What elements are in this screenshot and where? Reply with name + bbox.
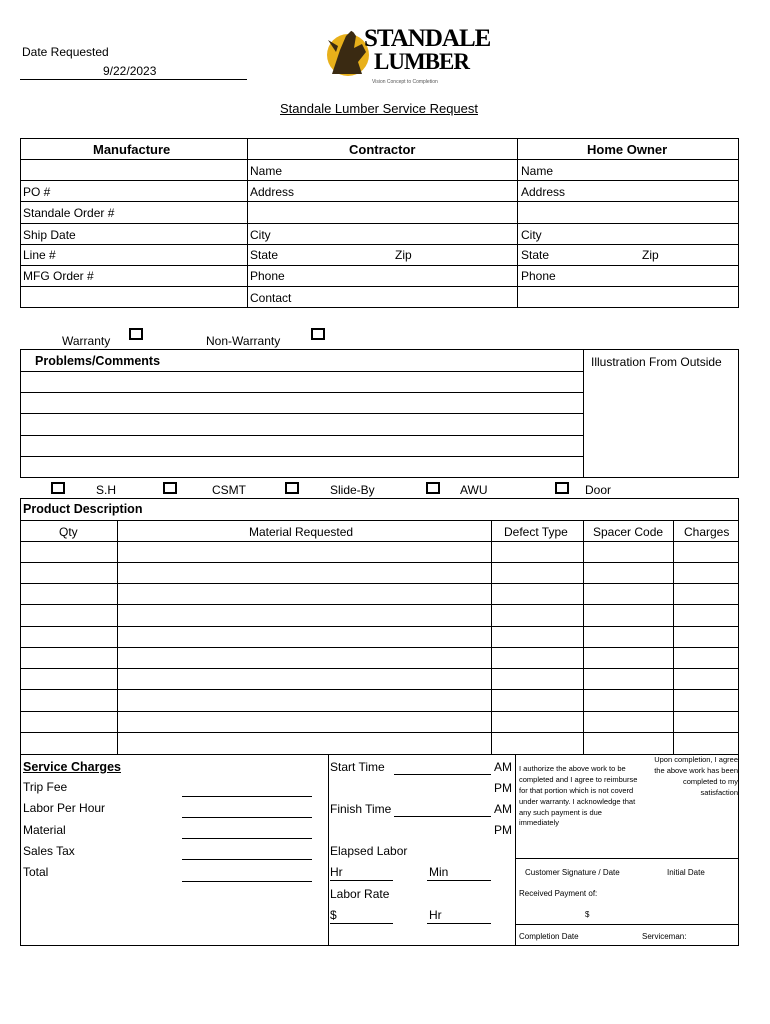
manufacture-po-label: PO # [23, 185, 51, 199]
initial-date-label: Initial Date [667, 868, 705, 877]
completion-date-label: Completion Date [519, 932, 579, 941]
logo-tagline: Vision Concept to Completion [372, 79, 438, 85]
labor-per-hour-line[interactable] [182, 817, 312, 818]
awu-checkbox[interactable] [426, 482, 440, 494]
date-requested-label: Date Requested [22, 45, 109, 59]
authorize-text: I authorize the above work to be completed and I agree to reimburse for that portion which is not coverd under warranty. I acknowledge that any such payment is due immediately [519, 764, 638, 828]
non-warranty-label: Non-Warranty [206, 334, 281, 348]
col-charges: Charges [684, 525, 730, 539]
labor-rate-hr-line[interactable] [427, 923, 491, 924]
customer-signature-label: Customer Signature / Date [525, 868, 620, 877]
total-label: Total [23, 865, 49, 879]
homeowner-phone-label: Phone [521, 269, 556, 283]
date-underline [20, 79, 247, 80]
contractor-address-label: Address [250, 185, 295, 199]
slide-by-label: Slide-By [330, 483, 375, 497]
warranty-label: Warranty [62, 334, 111, 348]
start-time-line[interactable] [394, 774, 491, 775]
warranty-checkbox[interactable] [129, 328, 143, 340]
col-defect-type: Defect Type [504, 525, 568, 539]
labor-per-hour-label: Labor Per Hour [23, 801, 106, 815]
logo-text-standale: STANDALE [364, 25, 491, 52]
form-title: Standale Lumber Service Request [280, 101, 479, 116]
completion-text: Upon completion, I agree the above work has been completed to my satisfaction [654, 755, 738, 797]
header-contractor: Contractor [349, 142, 416, 157]
contractor-name-label: Name [250, 164, 283, 178]
slide-by-checkbox[interactable] [285, 482, 299, 494]
sales-tax-label: Sales Tax [23, 844, 75, 858]
csmt-checkbox[interactable] [163, 482, 177, 494]
finish-am-label: AM [494, 802, 512, 816]
illustration-label: Illustration From Outside [591, 355, 722, 369]
total-line[interactable] [182, 881, 312, 882]
labor-rate-label: Labor Rate [330, 887, 390, 901]
material-label: Material [23, 823, 66, 837]
elapsed-hr-line[interactable] [330, 880, 393, 881]
start-am-label: AM [494, 760, 512, 774]
trip-fee-label: Trip Fee [23, 780, 68, 794]
manufacture-line-label: Line # [23, 248, 56, 262]
contractor-phone-label: Phone [250, 269, 285, 283]
sh-label: S.H [96, 483, 117, 497]
door-checkbox[interactable] [555, 482, 569, 494]
homeowner-zip-label: Zip [642, 248, 659, 262]
homeowner-state-label: State [521, 248, 550, 262]
csmt-label: CSMT [212, 483, 246, 497]
serviceman-label: Serviceman: [642, 932, 687, 941]
received-payment-label: Received Payment of: [519, 889, 598, 898]
service-charges-title: Service Charges [23, 760, 121, 774]
contractor-state-label: State [250, 248, 279, 262]
finish-time-line[interactable] [394, 816, 491, 817]
manufacture-standale-order-label: Standale Order # [23, 206, 115, 220]
homeowner-city-label: City [521, 228, 542, 242]
finish-pm-label: PM [494, 823, 512, 837]
manufacture-ship-date-label: Ship Date [23, 228, 76, 242]
sh-checkbox[interactable] [51, 482, 65, 494]
start-pm-label: PM [494, 781, 512, 795]
header-home-owner: Home Owner [587, 142, 668, 157]
start-time-label: Start Time [330, 760, 385, 774]
logo-text-lumber: LUMBER [374, 49, 469, 74]
labor-rate-hr-label: Hr [429, 908, 442, 922]
homeowner-name-label: Name [521, 164, 554, 178]
material-line[interactable] [182, 838, 312, 839]
door-label: Door [585, 483, 612, 497]
problems-comments-lines[interactable] [21, 372, 582, 477]
labor-rate-dollar: $ [330, 908, 337, 922]
non-warranty-checkbox[interactable] [311, 328, 325, 340]
sales-tax-line[interactable] [182, 859, 312, 860]
trip-fee-line[interactable] [182, 796, 312, 797]
awu-label: AWU [460, 483, 488, 497]
header-manufacture: Manufacture [93, 142, 171, 157]
elapsed-hr-label: Hr [330, 865, 343, 879]
product-description-title: Product Description [23, 502, 143, 516]
labor-rate-line[interactable] [330, 923, 393, 924]
contractor-contact-label: Contact [250, 291, 292, 305]
col-material-requested: Material Requested [249, 525, 354, 539]
elapsed-min-line[interactable] [427, 880, 491, 881]
received-payment-dollar: $ [585, 910, 590, 919]
finish-time-label: Finish Time [330, 802, 392, 816]
manufacture-mfg-order-label: MFG Order # [23, 269, 94, 283]
col-qty: Qty [59, 525, 78, 539]
col-spacer-code: Spacer Code [593, 525, 664, 539]
date-requested-value[interactable]: 9/22/2023 [103, 64, 157, 78]
elapsed-labor-label: Elapsed Labor [330, 844, 408, 858]
elapsed-min-label: Min [429, 865, 449, 879]
illustration-area[interactable] [584, 372, 738, 477]
problems-comments-title: Problems/Comments [35, 354, 161, 368]
contractor-zip-label: Zip [395, 248, 412, 262]
standale-lumber-logo [326, 22, 491, 90]
contractor-city-label: City [250, 228, 271, 242]
homeowner-address-label: Address [521, 185, 566, 199]
